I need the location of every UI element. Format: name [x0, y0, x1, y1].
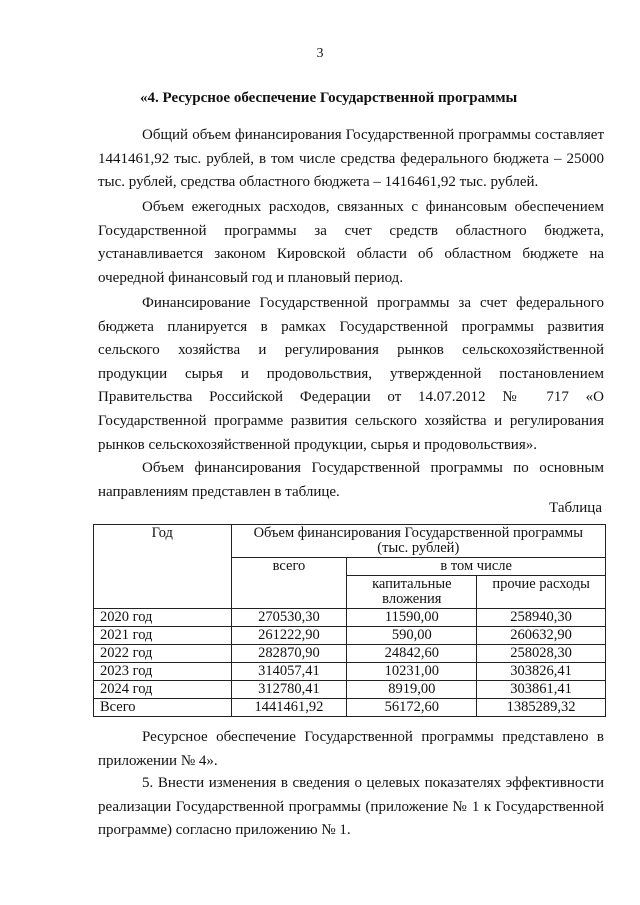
- cell-other: 260632,90: [477, 627, 606, 645]
- cell-year: 2021 год: [94, 627, 232, 645]
- cell-other: 303826,41: [477, 663, 606, 681]
- table-label: Таблица: [549, 500, 602, 516]
- cell-other: 258028,30: [477, 645, 606, 663]
- cell-capital: 11590,00: [347, 609, 477, 627]
- paragraph-item-5: 5. Внести изменения в сведения о целевых показателях эффективности реализации Государственной программы (приложение № 1 к Государственной программе) согласно приложению № 1.: [98, 775, 604, 839]
- table-total-row: [94, 699, 606, 717]
- table-row: [94, 663, 606, 681]
- cell-total: 312780,41: [231, 681, 347, 699]
- paragraph-table-intro: Объем финансирования Государственной программы по основным направлениям представлен в таблице.: [98, 460, 604, 500]
- cell-year: 2024 год: [94, 681, 232, 699]
- cell-total: 270530,30: [231, 609, 347, 627]
- table-row: [94, 645, 606, 663]
- funding-table: [93, 524, 606, 717]
- header-year: Год: [94, 525, 232, 609]
- table-row: [94, 627, 606, 645]
- cell-year: 2022 год: [94, 645, 232, 663]
- paragraph-total-funding: Общий объем финансирования Государственной программы составляет 1441461,92 тыс. рублей, в том числе средства федерального бюджета – 25000 тыс. рублей, средства областного бюджета – 1416461,92 тыс. рублей.: [98, 127, 604, 191]
- table-row: [94, 609, 606, 627]
- cell-total: 282870,90: [231, 645, 347, 663]
- cell-capital: 24842,60: [347, 645, 477, 663]
- cell-year: Всего: [94, 699, 232, 717]
- section-heading: «4. Ресурсное обеспечение Государственной программы: [140, 90, 518, 106]
- header-total: всего: [231, 558, 347, 609]
- header-other: прочие расходы: [477, 576, 606, 609]
- header-including: в том числе: [347, 558, 606, 576]
- header-volume: Объем финансирования Государственной программы (тыс. рублей): [231, 525, 605, 558]
- table-row: [94, 681, 606, 699]
- paragraph-annual-expenses: Объем ежегодных расходов, связанных с финансовым обеспечением Государственной программы за счет средств областного бюджета, устанавливается законом Кировской области об областном бюджете на очередной финансовый год и плановый период.: [98, 199, 604, 286]
- page-number: 3: [316, 46, 324, 61]
- cell-total: 1441461,92: [231, 699, 347, 717]
- cell-other: 303861,41: [477, 681, 606, 699]
- cell-other: 1385289,32: [477, 699, 606, 717]
- cell-capital: 56172,60: [347, 699, 477, 717]
- cell-total: 314057,41: [231, 663, 347, 681]
- paragraph-federal-funding: Финансирование Государственной программы за счет федерального бюджета планируется в рамках Государственной программы развития сельского хозяйства и регулирования рынков сельскохозяйственной продукции сырья и продовольствия, утвержденной постановлением Правительства Российской Федерации от 14.07.2012 № 717 «О Государственной программе развития сельского хозяйства и регулирования рынков сельскохозяйственной продукции, сырья и продовольствия».: [98, 295, 604, 453]
- cell-other: 258940,30: [477, 609, 606, 627]
- cell-capital: 590,00: [347, 627, 477, 645]
- table-header-row: [94, 525, 606, 558]
- cell-capital: 10231,00: [347, 663, 477, 681]
- cell-year: 2020 год: [94, 609, 232, 627]
- cell-year: 2023 год: [94, 663, 232, 681]
- cell-total: 261222,90: [231, 627, 347, 645]
- paragraph-appendix-reference: Ресурсное обеспечение Государственной программы представлено в приложении № 4».: [98, 729, 604, 769]
- header-capital: капитальные вложения: [347, 576, 477, 609]
- cell-capital: 8919,00: [347, 681, 477, 699]
